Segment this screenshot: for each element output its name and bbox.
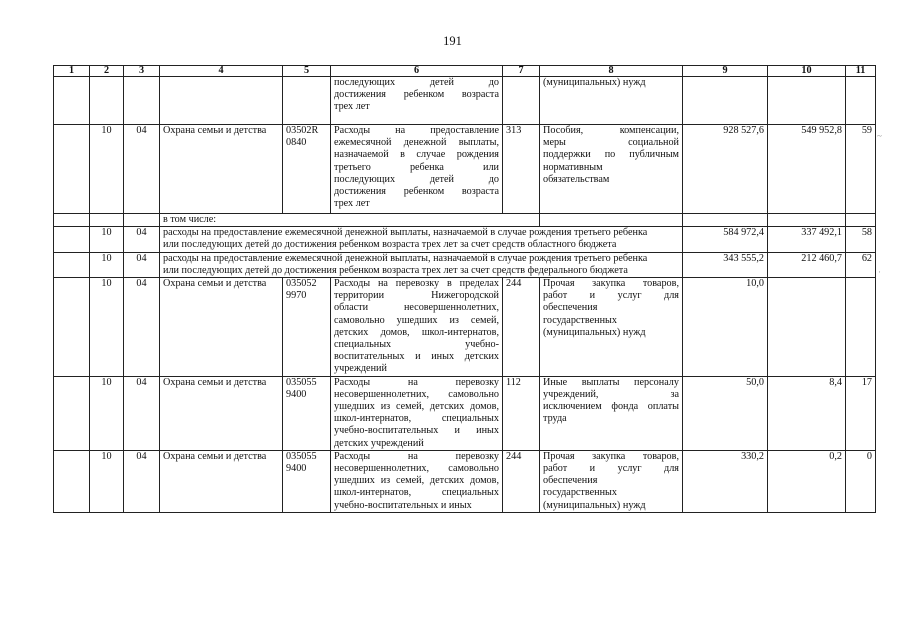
table-row (54, 376, 876, 450)
actual-amount: 549 952,8 (768, 125, 846, 214)
actual-amount: 212 460,7 (768, 252, 846, 277)
column-header: 9 (683, 66, 768, 77)
col-1-cell (54, 450, 90, 512)
subsection-code: 04 (124, 227, 160, 252)
budget-table (53, 65, 876, 513)
text-line: достижения ребенком возраста (334, 186, 499, 198)
target-article-code (283, 278, 331, 377)
subsection-name: Охрана семьи и детства (160, 278, 283, 377)
execution-percent (846, 278, 876, 377)
column-header: 4 (160, 66, 283, 77)
text-line: территории Нижегородской (334, 290, 499, 302)
text-line: поддержки по публичным (543, 149, 679, 161)
text-line: исключением фонда оплаты (543, 401, 679, 413)
text-line: Пособия, компенсации, (543, 125, 679, 136)
text-line: Расходы на перевозку (334, 376, 499, 388)
actual-amount: 0,2 (768, 450, 846, 512)
text-line: трех лет (334, 198, 370, 210)
text-line: последующих детей до (334, 173, 499, 185)
text-line: последующих детей до (334, 77, 499, 88)
text-line: Прочая закупка товаров, (543, 278, 679, 290)
execution-percent: 58 (846, 227, 876, 252)
table-row (54, 125, 876, 214)
planned-amount: 343 555,2 (683, 252, 768, 277)
text-line: школ-интернатов, специальных (334, 487, 499, 499)
text-line: несовершеннолетних, самовольно (334, 388, 499, 400)
text-line: 03502R (286, 125, 319, 136)
text-line: меры социальной (543, 137, 679, 149)
subsection-name: Охрана семьи и детства (160, 376, 283, 450)
subsection-code (124, 77, 160, 125)
text-line: обязательствам (543, 173, 610, 185)
section-code: 10 (90, 450, 124, 512)
col-2-cell (90, 214, 124, 227)
planned-amount: 584 972,4 (683, 227, 768, 252)
text-line: учреждений, за (543, 388, 679, 400)
text-line: работ и услуг для (543, 290, 679, 302)
text-line: детских учреждений (334, 437, 424, 449)
column-header: 6 (331, 66, 503, 77)
section-code: 10 (90, 376, 124, 450)
expense-description (331, 450, 503, 512)
planned-amount (683, 77, 768, 125)
text-line: (муниципальных) нужд (543, 326, 646, 338)
column-header: 10 (768, 66, 846, 77)
planned-amount: 50,0 (683, 376, 768, 450)
text-line: (муниципальных) нужд (543, 499, 646, 511)
table-row (54, 450, 876, 512)
text-line: специальных учебно- (334, 339, 499, 351)
col-7-cell (540, 214, 683, 227)
col-1-cell (54, 227, 90, 252)
expense-description (331, 125, 503, 214)
text-line: 9970 (286, 290, 307, 302)
text-line: Прочая закупка товаров, (543, 450, 679, 462)
subsection-code: 04 (124, 125, 160, 214)
execution-percent: 0 (846, 450, 876, 512)
text-line: ушедших из семей, детских домов, (334, 401, 499, 413)
subsection-name: Охрана семьи и детства (160, 125, 283, 214)
expense-type-name (540, 376, 683, 450)
expense-type-code: 244 (503, 278, 540, 377)
col-1-cell (54, 214, 90, 227)
text-line: трех лет (334, 101, 370, 113)
subsection-code: 04 (124, 376, 160, 450)
text-line: или последующих детей до достижения ребенком возраста трех лет за счет средств федерального бюджета (163, 264, 628, 276)
target-article-code (283, 125, 331, 214)
expense-detail-text (160, 252, 683, 277)
col-1-cell (54, 77, 90, 125)
col-1-cell (54, 278, 90, 377)
col-8-cell (683, 214, 768, 227)
column-header: 1 (54, 66, 90, 77)
expense-type-code: 244 (503, 450, 540, 512)
table-row (54, 252, 876, 277)
expense-type-name (540, 125, 683, 214)
text-line: обеспечения (543, 302, 598, 314)
text-line: 035055 (286, 376, 317, 388)
planned-amount: 928 527,6 (683, 125, 768, 214)
text-line: работ и услуг для (543, 463, 679, 475)
text-line: ушедших из семей, детских домов, (334, 475, 499, 487)
actual-amount (768, 278, 846, 377)
text-line: Иные выплаты персоналу (543, 376, 679, 388)
col-1-cell (54, 125, 90, 214)
text-line: ежемесячной денежной выплаты, (334, 137, 499, 149)
text-line: области несовершеннолетних, (334, 302, 499, 314)
section-code: 10 (90, 278, 124, 377)
actual-amount: 8,4 (768, 376, 846, 450)
scan-mark: · (878, 267, 881, 277)
text-line: учебно-воспитательных и иных (334, 425, 499, 437)
expense-type-name (540, 450, 683, 512)
column-header: 11 (846, 66, 876, 77)
text-line: 035052 (286, 278, 317, 290)
text-line: государственных (543, 487, 617, 499)
section-code: 10 (90, 227, 124, 252)
actual-amount (768, 77, 846, 125)
expense-description (331, 278, 503, 377)
text-line: 0840 (286, 137, 307, 149)
page-number: 191 (443, 34, 462, 48)
text-line: третьего ребенка или (334, 161, 499, 173)
text-line: обеспечения (543, 475, 598, 487)
col-1-cell (54, 252, 90, 277)
expense-type-code: 313 (503, 125, 540, 214)
text-line: 9400 (286, 388, 307, 400)
text-line: Расходы на предоставление (334, 125, 499, 136)
text-line: школ-интернатов, специальных (334, 413, 499, 425)
text-line: расходы на предоставление ежемесячной денежной выплаты, назначаемой в случае рождения третьего ребенка (163, 227, 648, 239)
text-line: или последующих детей до достижения ребенком возраста трех лет за счет средств областного бюджета (163, 239, 617, 251)
col-3-cell (124, 214, 160, 227)
subsection-code: 04 (124, 278, 160, 377)
table-row (54, 214, 876, 227)
text-line: Расходы на перевозку (334, 450, 499, 462)
subsection-name: Охрана семьи и детства (160, 450, 283, 512)
text-line: расходы на предоставление ежемесячной денежной выплаты, назначаемой в случае рождения третьего ребенка (163, 252, 648, 264)
execution-percent: 62 (846, 252, 876, 277)
column-number-row (54, 66, 876, 77)
planned-amount: 330,2 (683, 450, 768, 512)
table-row (54, 77, 876, 125)
text-line: 9400 (286, 463, 307, 475)
col-10-cell (846, 214, 876, 227)
col-9-cell (768, 214, 846, 227)
text-line: детских домов, школ-интернатов, (334, 326, 499, 338)
text-line: труда (543, 413, 567, 425)
column-header: 8 (540, 66, 683, 77)
text-line: несовершеннолетних, самовольно (334, 463, 499, 475)
subsection-code: 04 (124, 450, 160, 512)
scan-mark: ~ (877, 131, 882, 141)
text-line: учреждений (334, 363, 387, 375)
expense-type-name (540, 77, 683, 125)
text-line: государственных (543, 314, 617, 326)
column-header: 5 (283, 66, 331, 77)
execution-percent: 59 (846, 125, 876, 214)
text-line: нормативным (543, 161, 603, 173)
expense-description (331, 376, 503, 450)
column-header: 3 (124, 66, 160, 77)
text-line: учебно-воспитательных и иных (334, 499, 472, 511)
planned-amount: 10,0 (683, 278, 768, 377)
execution-percent (846, 77, 876, 125)
target-article-code (283, 376, 331, 450)
text-line: (муниципальных) нужд (543, 77, 646, 88)
text-line: достижения ребенком возраста (334, 89, 499, 101)
subsection-code: 04 (124, 252, 160, 277)
text-line: самовольно ушедших из семей, (334, 314, 499, 326)
text-line: 035055 (286, 450, 317, 462)
table-row (54, 278, 876, 377)
text-line: назначаемой в случае рождения (334, 149, 499, 161)
col-1-cell (54, 376, 90, 450)
column-header: 7 (503, 66, 540, 77)
expense-type-name (540, 278, 683, 377)
section-code (90, 77, 124, 125)
subtotal-label: в том числе: (160, 214, 540, 227)
actual-amount: 337 492,1 (768, 227, 846, 252)
expense-detail-text (160, 227, 683, 252)
table-row (54, 227, 876, 252)
target-article-code (283, 77, 331, 125)
expense-description (331, 77, 503, 125)
section-code: 10 (90, 252, 124, 277)
expense-type-code (503, 77, 540, 125)
text-line: воспитательных и иных детских (334, 351, 499, 363)
expense-type-code: 112 (503, 376, 540, 450)
execution-percent: 17 (846, 376, 876, 450)
column-header: 2 (90, 66, 124, 77)
section-code: 10 (90, 125, 124, 214)
subsection-name (160, 77, 283, 125)
text-line: Расходы на перевозку в пределах (334, 278, 499, 290)
target-article-code (283, 450, 331, 512)
